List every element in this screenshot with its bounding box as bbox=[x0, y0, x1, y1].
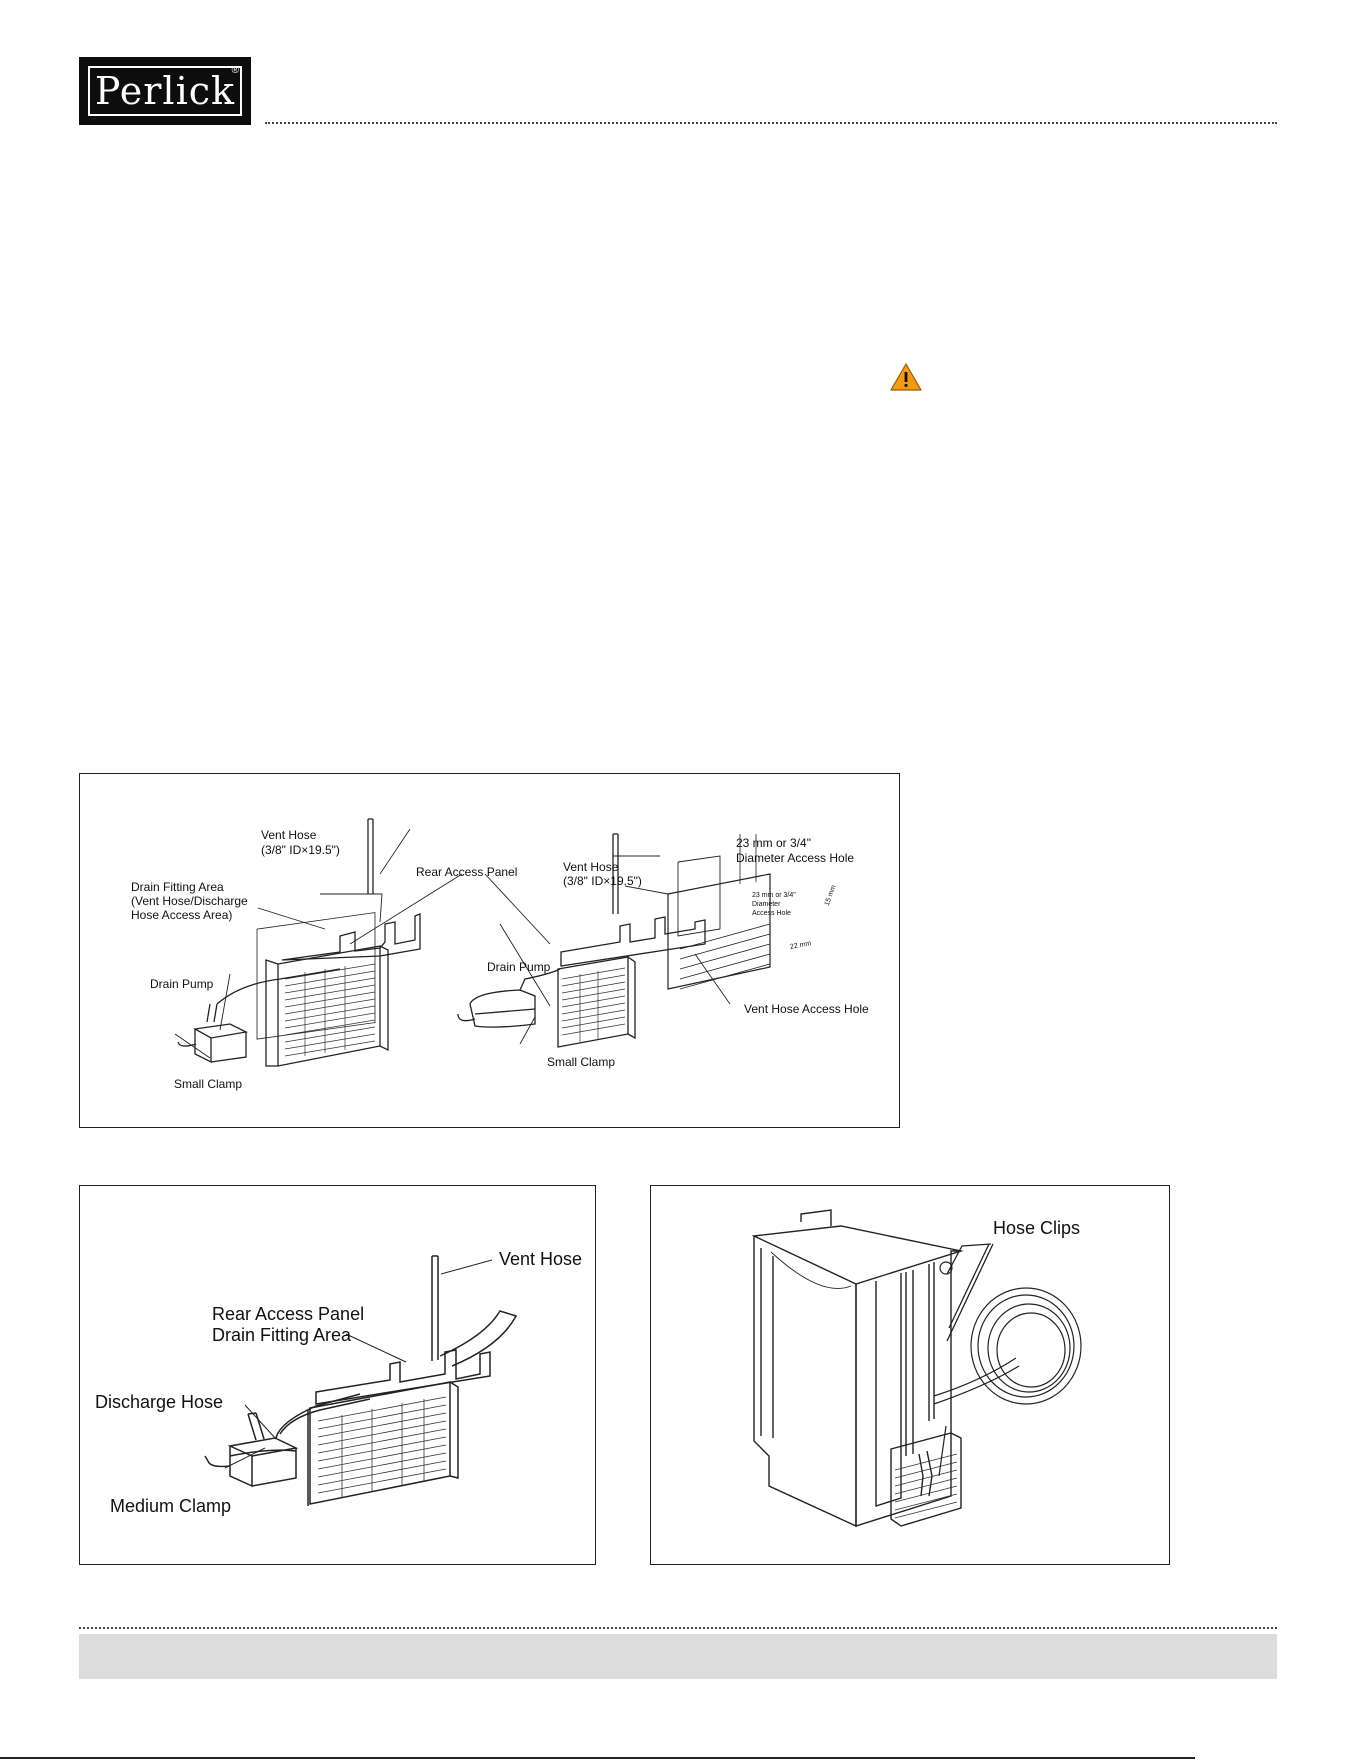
label-rear-access-panel-2: Drain Fitting Area bbox=[212, 1325, 352, 1345]
warning-triangle-icon bbox=[889, 362, 923, 392]
inset-label-1: 23 mm or 3/4" bbox=[752, 892, 796, 899]
label-drain-pump-right: Drain Pump bbox=[487, 960, 551, 974]
label-vent-hose-right: Vent Hose bbox=[563, 860, 619, 874]
figure-hose-clips bbox=[650, 1185, 1170, 1565]
label-vent-hose-spec-left: (3/8" ID×19.5") bbox=[261, 843, 340, 857]
header-divider bbox=[265, 122, 1277, 124]
label-vent-hose: Vent Hose bbox=[499, 1249, 583, 1269]
figure-1-illustration bbox=[80, 774, 901, 1129]
inset-label-3: Access Hole bbox=[752, 910, 791, 917]
registered-mark: ® bbox=[231, 65, 239, 76]
footer-bar bbox=[79, 1634, 1277, 1679]
label-drain-pump-left: Drain Pump bbox=[150, 977, 214, 991]
label-rear-access-panel-1: Rear Access Panel bbox=[212, 1304, 365, 1324]
bottom-rule bbox=[0, 1757, 1195, 1759]
label-vent-hose-spec-right: (3/8" ID×19.5") bbox=[563, 874, 642, 888]
inset-dim-15: 15 mm bbox=[823, 884, 838, 907]
inset-dim-22: 22 mm bbox=[789, 940, 812, 951]
brand-logo bbox=[79, 57, 251, 125]
label-vent-hose-left: Vent Hose bbox=[261, 828, 317, 842]
label-drain-fitting-2: (Vent Hose/Discharge bbox=[131, 894, 248, 908]
label-vent-hose-access-hole: Vent Hose Access Hole bbox=[744, 1002, 869, 1016]
label-small-clamp-right: Small Clamp bbox=[547, 1055, 616, 1069]
inset-label-2: Diameter bbox=[752, 901, 781, 908]
footer-divider bbox=[79, 1627, 1277, 1629]
label-access-hole-2: Diameter Access Hole bbox=[736, 851, 855, 865]
figure-discharge-hose bbox=[79, 1185, 596, 1565]
label-small-clamp-left: Small Clamp bbox=[174, 1077, 243, 1091]
label-access-hole-1: 23 mm or 3/4" bbox=[736, 836, 811, 850]
label-medium-clamp: Medium Clamp bbox=[110, 1496, 232, 1516]
label-discharge-hose: Discharge Hose bbox=[95, 1392, 224, 1412]
label-hose-clips: Hose Clips bbox=[993, 1218, 1081, 1238]
label-drain-fitting-3: Hose Access Area) bbox=[131, 908, 233, 922]
figure-drain-pump-overview bbox=[79, 773, 900, 1128]
logo-text: Perlick bbox=[94, 69, 236, 113]
figure-3-illustration bbox=[651, 1186, 1171, 1566]
label-rear-access-panel: Rear Access Panel bbox=[416, 865, 518, 879]
label-drain-fitting-1: Drain Fitting Area bbox=[131, 880, 224, 894]
